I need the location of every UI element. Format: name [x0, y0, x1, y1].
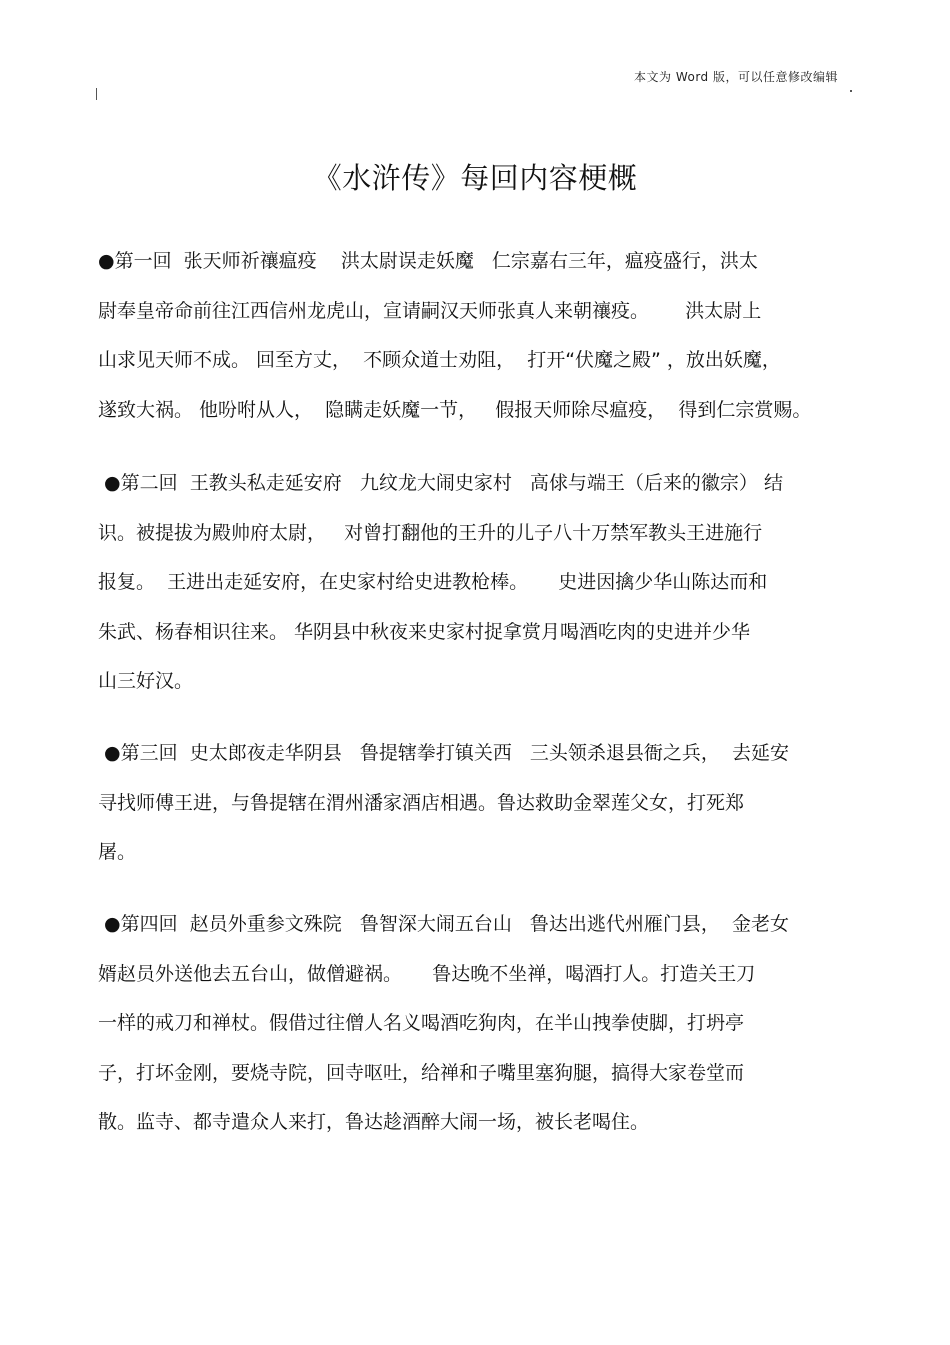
paragraph-line: 寻找师傅王进，与鲁提辖在渭州潘家酒店相遇。鲁达救助金翠莲父女，打死郑	[98, 791, 745, 814]
paragraph-line: 山三好汉。	[98, 670, 194, 692]
paragraph-line: 婿赵员外送他去五台山，做僧避祸。 鲁达晚不坐禅，喝酒打人。打造关王刀	[98, 962, 756, 985]
paragraph-line: ●第一回 张天师祈禳瘟疫 洪太尉误走妖魔 仁宗嘉右三年，瘟疫盛行，洪太	[98, 250, 758, 272]
chapter-2-summary	[98, 466, 858, 714]
paragraph-line: ●第四回 赵员外重参文殊院 鲁智深大闹五台山 鲁达出逃代州雁门县， 金老女	[98, 913, 790, 935]
paragraph-line: 散。监寺、都寺遣众人来打，鲁达趁酒醉大闹一场，被长老喝住。	[98, 1111, 650, 1133]
header-note: 本文为 Word 版，可以任意修改编辑	[634, 70, 838, 84]
page-dot-mark	[850, 90, 852, 92]
paragraph-line: 子，打坏金刚，要烧寺院，回寺呕吐，给禅和子嘴里塞狗腿，搞得大家卷堂而	[98, 1061, 745, 1084]
paragraph-line: ●第三回 史太郎夜走华阴县 鲁提辖拳打镇关西 三头领杀退县衙之兵， 去延安	[98, 742, 790, 764]
paragraph-line: 朱武、杨春相识往来。 华阴县中秋夜来史家村捉拿赏月喝酒吃肉的史进并少华	[98, 620, 751, 643]
paragraph-line: 识。被提拔为殿帅府太尉， 对曾打翻他的王升的儿子八十万禁军教头王进施行	[98, 521, 763, 544]
page-corner-mark	[96, 88, 97, 100]
chapter-4-summary	[98, 907, 858, 1155]
paragraph-line: 尉奉皇帝命前往江西信州龙虎山，宣请嗣汉天师张真人来朝禳疫。 洪太尉上	[98, 299, 762, 322]
paragraph-line: 报复。 王进出走延安府，在史家村给史进教枪棒。 史进因擒少华山陈达而和	[98, 571, 768, 593]
paragraph-line: 山求见天师不成。 回至方丈， 不顾众道士劝阻， 打开“伏魔之殿” ，放出妖魔，	[98, 349, 781, 371]
paragraph-line: 屠。	[98, 841, 137, 863]
page-title: 《水浒传》每回内容梗概	[312, 161, 638, 195]
chapter-1-summary	[98, 244, 858, 442]
paragraph-line: 一样的戒刀和禅杖。假借过往僧人名义喝酒吃狗肉，在半山拽拳使脚，打坍亭	[98, 1012, 745, 1034]
paragraph-line: ●第二回 王教头私走延安府 九纹龙大闹史家村 高俅与端王（后来的徽宗） 结	[98, 472, 783, 494]
paragraph-line: 遂致大祸。 他吩咐从人， 隐瞒走妖魔一节， 假报天师除尽瘟疫， 得到仁宗赏赐。	[98, 398, 812, 421]
chapter-3-summary	[98, 736, 858, 885]
